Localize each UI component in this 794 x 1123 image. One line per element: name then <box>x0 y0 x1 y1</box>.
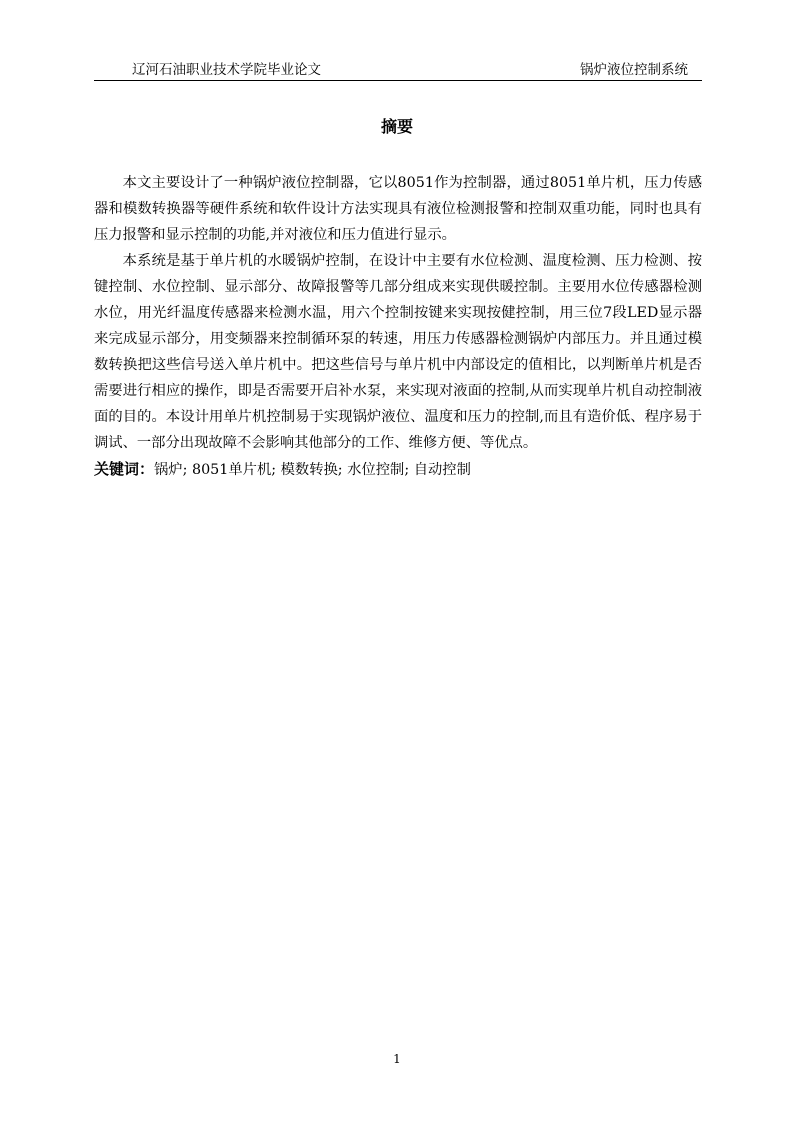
abstract-paragraph-1: 本文主要设计了一种锅炉液位控制器，它以8051作为控制器，通过8051单片机，压力传感器和模数转换器等硬件系统和软件设计方法实现具有液位检测报警和控制双重功能，同时也具有压力报警和显示控制的功能,并对液位和压力值进行显示。 <box>94 175 702 243</box>
abstract-body <box>94 170 702 483</box>
page-number: 1 <box>393 1052 401 1066</box>
keywords-text: 锅炉; 8051单片机; 模数转换; 水位控制; 自动控制 <box>154 462 471 478</box>
keywords-line <box>94 456 702 483</box>
abstract-title: 摘要 <box>380 117 413 136</box>
running-header <box>94 60 702 81</box>
keywords-label: 关键词： <box>94 460 155 478</box>
header-thesis-topic: 锅炉液位控制系统 <box>580 62 688 78</box>
header-thesis-school: 辽河石油职业技术学院毕业论文 <box>132 62 321 78</box>
abstract-paragraph-2: 本系统是基于单片机的水暖锅炉控制，在设计中主要有水位检测、温度检测、压力检测、按键控制、水位控制、显示部分、故障报警等几部分组成来实现供暖控制。主要用水位传感器检测水位，用光纤温度传感器来检测水温，用六个控制按键来实现按健控制，用三位7段LED显示器来完成显示部分，用变频器来控制循环泵的转速，用压力传感器检测锅炉内部压力。并且通过模数转换把这些信号送入单片机中。把这些信号与单片机中内部设定的值相比，以判断单片机是否需要进行相应的操作，即是否需要开启补水泵，来实现对液面的控制,从而实现单片机自动控制液面的目的。本设计用单片机控制易于实现锅炉液位、温度和压力的控制,而且有造价低、程序易于调试、一部分出现故障不会影响其他部分的工作、维修方便、等优点。 <box>94 253 702 451</box>
